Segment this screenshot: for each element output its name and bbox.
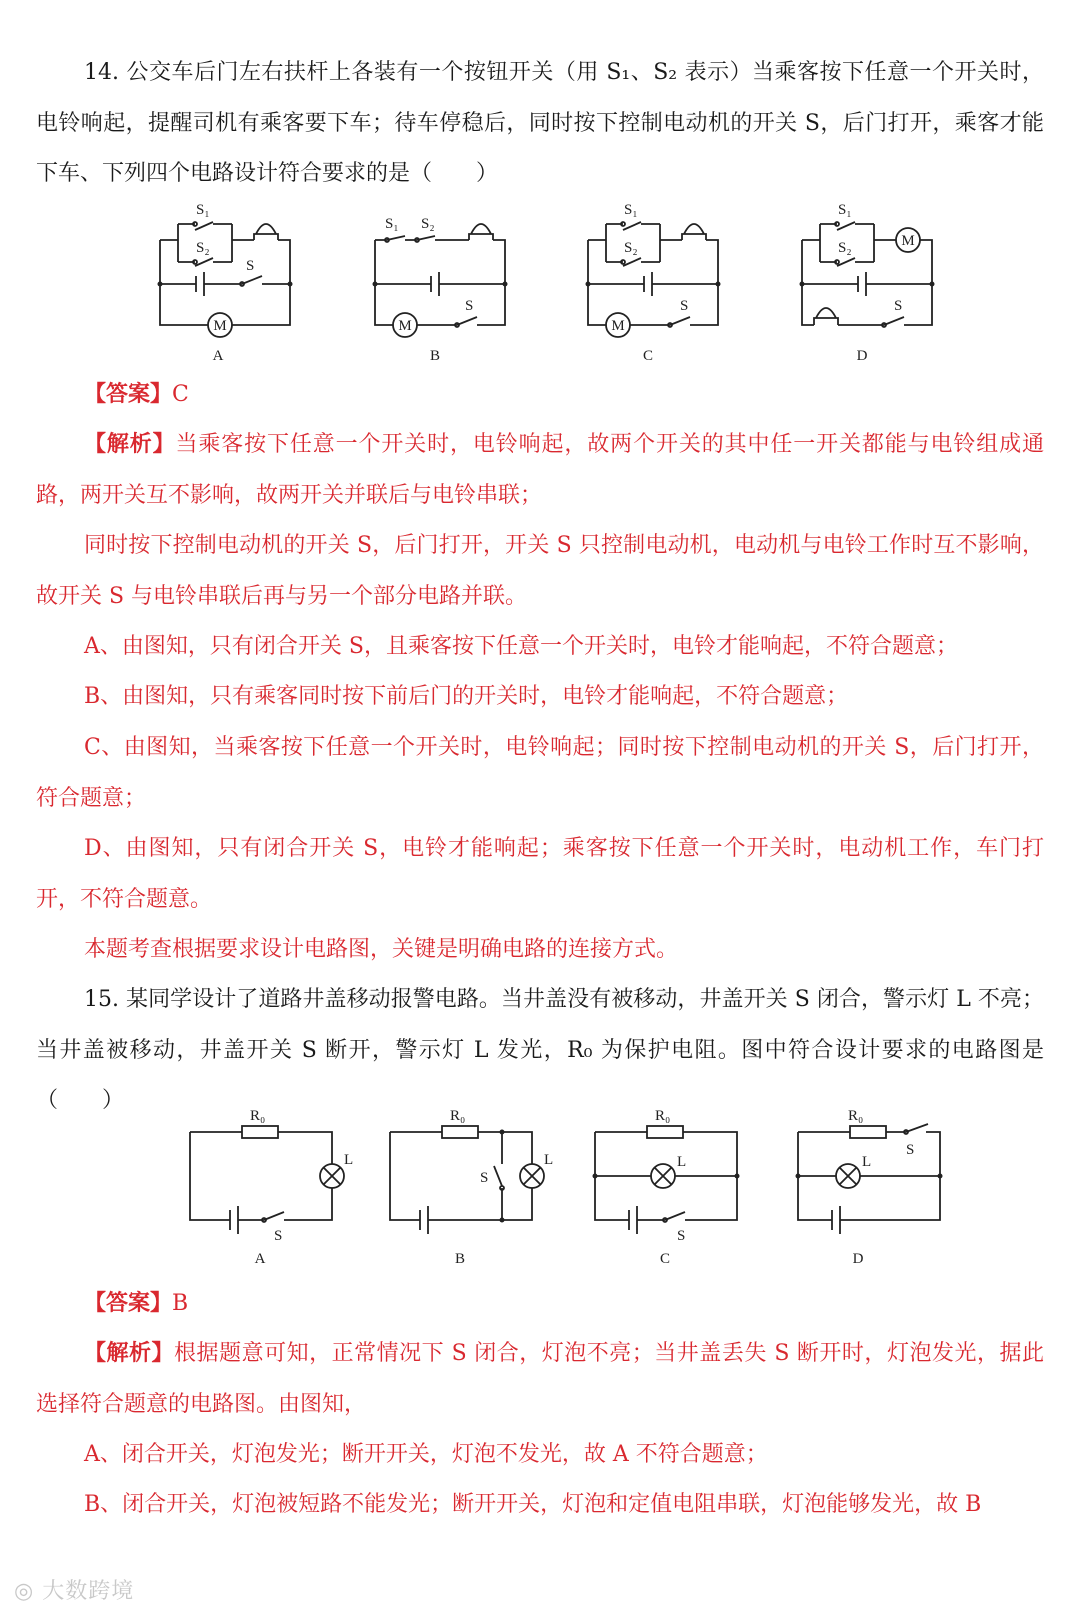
motor-label: M (213, 318, 227, 334)
svg-text:R₀: R₀ (848, 1108, 864, 1124)
q14-circuit-d (792, 200, 952, 365)
q15-analysis-0: 【解析】根据题意可知，正常情况下 S 闭合，灯泡不亮；当井盖丢失 S 断开时，灯泡发光，据此选择符合题意的电路图。由图知， (36, 1341, 1044, 1417)
svg-text:R₀: R₀ (655, 1108, 671, 1124)
s-label: S (246, 258, 255, 274)
q14-analysis-a: A、由图知，只有闭合开关 S，且乘客按下任意一个开关时，电铃才能响起，不符合题意； (84, 634, 958, 659)
q14-analysis-0: 【解析】当乘客按下任意一个开关时，电铃响起，故两个开关的其中任一开关都能与电铃组成通路，两开关互不影响，故两开关并联后与电铃串联； (36, 432, 1044, 508)
q14-answer (36, 370, 1044, 421)
q15-circuit-c (585, 1100, 755, 1270)
option-label-d: D (856, 348, 868, 364)
svg-text:L: L (544, 1152, 554, 1168)
option-label-a: A (212, 348, 224, 364)
q15-circuit-a (180, 1100, 354, 1270)
q14-circuit-c (578, 200, 738, 365)
svg-text:M: M (398, 318, 412, 334)
option-label-b: B (454, 1251, 466, 1267)
l-label: L (344, 1152, 354, 1168)
q15-analysis-b: B、闭合开关，灯泡被短路不能发光；断开开关，灯泡和定值电阻串联，灯泡能够发光，故 B (84, 1492, 982, 1517)
svg-text:S₁: S₁ (838, 202, 852, 218)
q15-circuit-d (788, 1100, 958, 1270)
svg-text:L: L (862, 1154, 872, 1170)
q14-analysis-1: 同时按下控制电动机的开关 S，后门打开，开关 S 只控制电动机，电动机与电铃工作时互不影响，故开关 S 与电铃串联后再与另一个部分电路并联。 (36, 533, 1044, 609)
svg-text:S₁: S₁ (624, 202, 638, 218)
svg-text:S: S (680, 298, 689, 314)
svg-text:M: M (901, 233, 915, 249)
q15-analysis-a: A、闭合开关，灯泡发光；断开开关，灯泡不发光，故 A 不符合题意； (84, 1442, 768, 1467)
option-label-c: C (659, 1251, 671, 1267)
q15-stem: 15. 某同学设计了道路井盖移动报警电路。当井盖没有被移动，井盖开关 S 闭合，警示灯 L 不亮；当井盖被移动，井盖开关 S 断开，警示灯 L 发光，R₀ 为保护电阻。图中符合设计要求的电路图是（ ） (36, 987, 1044, 1113)
s2-label: S₂ (196, 240, 210, 256)
q15-answer: 【答案】B (84, 1291, 189, 1316)
r0-label: R₀ (250, 1108, 266, 1124)
watermark: ◎ 大数跨境 (14, 1579, 135, 1604)
q14-analysis-b: B、由图知，只有乘客同时按下前后门的开关时，电铃才能响起，不符合题意； (84, 684, 849, 709)
option-label-c: C (642, 348, 654, 364)
q14-analysis-summary: 本题考查根据要求设计电路图，关键是明确电路的连接方式。 (84, 937, 679, 962)
svg-text:S₁: S₁ (385, 216, 399, 232)
q14-stem: 14. 公交车后门左右扶杆上各装有一个按钮开关（用 S₁、S₂ 表示）当乘客按下任意一个开关时，电铃响起，提醒司机有乘客要下车；待车停稳后，同时按下控制电动机的开关 S，后门打开，乘客才能下车、下列四个电路设计符合要求的是（ ） (36, 60, 1044, 186)
svg-text:S: S (906, 1142, 915, 1158)
q14-analysis-d: D、由图知，只有闭合开关 S，电铃才能响起；乘客按下任意一个开关时，电动机工作，车门打开，不符合题意。 (36, 836, 1044, 912)
svg-text:R₀: R₀ (450, 1108, 466, 1124)
answer-value: C (172, 382, 189, 407)
svg-text:S₂: S₂ (624, 240, 638, 256)
q14-circuit-b (365, 200, 525, 365)
svg-text:S₂: S₂ (421, 216, 435, 232)
svg-text:S: S (465, 298, 474, 314)
analysis-tag: 【解析】 (84, 432, 176, 457)
s1-label: S₁ (196, 202, 210, 218)
option-label-d: D (852, 1251, 864, 1267)
answer-tag: 【答案】 (84, 382, 173, 407)
option-label-b: B (429, 348, 441, 364)
svg-text:S: S (480, 1170, 489, 1186)
svg-text:M: M (611, 318, 625, 334)
option-label-a: A (254, 1251, 266, 1267)
q14-circuit-a (150, 200, 310, 365)
svg-text:S: S (894, 298, 903, 314)
svg-text:S₂: S₂ (838, 240, 852, 256)
q15-circuit-b (380, 1100, 554, 1270)
svg-text:L: L (677, 1154, 687, 1170)
svg-text:S: S (274, 1228, 283, 1244)
svg-text:S: S (677, 1228, 686, 1244)
q14-analysis-c: C、由图知，当乘客按下任意一个开关时，电铃响起；同时按下控制电动机的开关 S，后门打开，符合题意； (36, 735, 1044, 811)
